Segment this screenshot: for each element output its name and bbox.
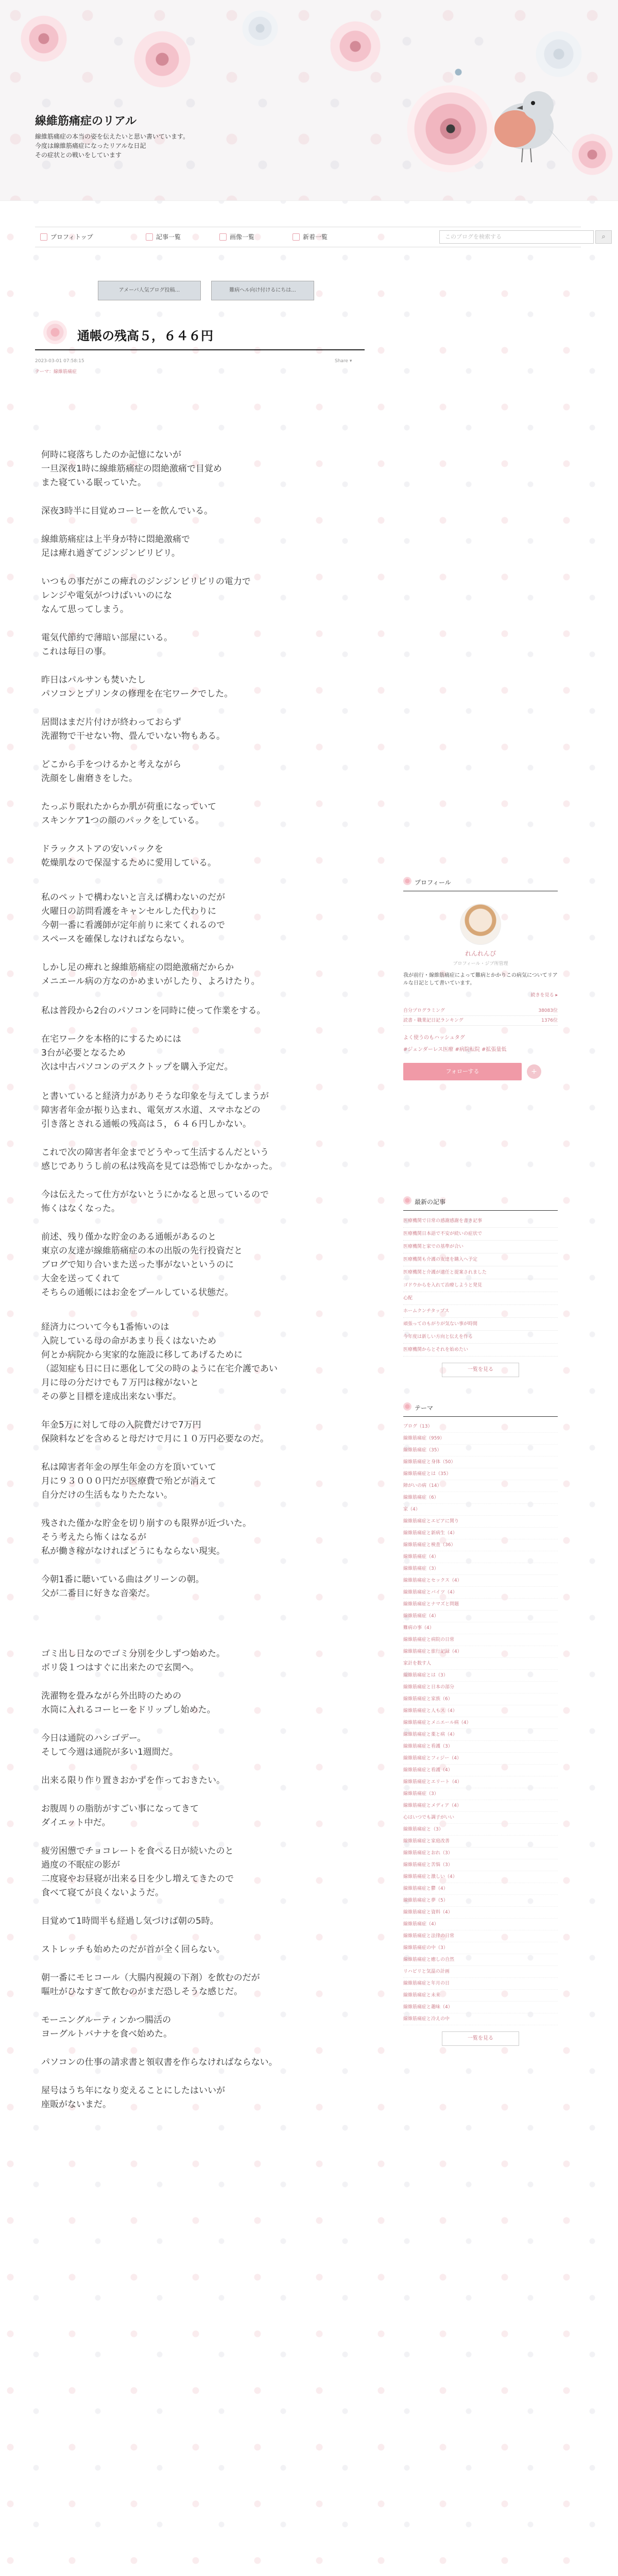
article-paragraph: 洗濯物を畳みながら外出時のための 水筒に入れるコーヒーをドリップし始めた。: [41, 1691, 216, 1715]
recent-list-item[interactable]: 今年度は新しい方向と伝えを作る: [403, 1331, 558, 1344]
plus-icon[interactable]: +: [527, 1064, 541, 1079]
nav-image-list[interactable]: [219, 232, 254, 241]
theme-list-item[interactable]: 線維筋痛症（35）: [403, 1445, 558, 1456]
recent-list-item[interactable]: 医療機関も介護の友達を購入へ予定: [403, 1253, 558, 1266]
flower-icon: [43, 320, 67, 344]
rank-value: 38083位: [538, 1008, 558, 1013]
theme-list-item[interactable]: 線維筋痛症とは（35）: [403, 1468, 558, 1480]
nav-label: 新着一覧: [303, 233, 328, 241]
article-paragraph: しかし足の痺れと線維筋痛症の悶絶激痛だからか メニエール病の方なのかめまいがしたり、よろけたり。: [41, 962, 260, 987]
theme-list-item[interactable]: 線維筋痛症と薬と病（4）: [403, 1729, 558, 1741]
ranking-banner[interactable]: 難病ヘル向け付けるにちは...: [211, 281, 314, 300]
sidebar-recent: [403, 1195, 558, 1377]
article-date: 2023-03-01 07:58:15: [35, 359, 84, 364]
site-description-line: 線維筋痛症の本当の姿を伝えたいと思い書いています。: [35, 133, 190, 140]
theme-list-item[interactable]: 線維筋痛症と家庭改善: [403, 1836, 558, 1848]
theme-list-item[interactable]: 線維筋痛症とエピアに関り: [403, 1516, 558, 1528]
theme-list-item[interactable]: 障がいの病（14）: [403, 1480, 558, 1492]
theme-list-item[interactable]: 線維筋痛症の中（3）: [403, 1942, 558, 1954]
follow-area: [403, 1063, 558, 1080]
article-paragraph: 私は普段から2台のパソコンを同時に使って作業をする。: [41, 1006, 266, 1016]
site-description-line: 今度は線維筋痛症になったリアルな日記: [35, 142, 146, 149]
theme-list-item[interactable]: 線維筋痛症と苦悩（3）: [403, 1859, 558, 1871]
profile-text: 我が前行・線維筋痛症によって難病とかかりこの病気についてリアルな日記として書いています。: [403, 973, 558, 986]
theme-list-item[interactable]: 線維筋痛症と年月の日: [403, 1978, 558, 1990]
theme-list-item[interactable]: ブログ（13）: [403, 1421, 558, 1433]
article-paragraph: 疲労困憊でチョコレートを食べる日が続いたのと 過度の不眠症の影が 二度寝やお昼寝が出来る日を少し増えてきたので 食べて寝てが良くないようだ。: [41, 1846, 234, 1898]
sidebar-heading: プロフィール: [403, 876, 558, 891]
rank-label: 読書・職業記日記ランキング: [403, 1018, 464, 1023]
theme-list-item[interactable]: 線維筋痛症と検査（36）: [403, 1539, 558, 1551]
share-button[interactable]: Share ▾: [335, 359, 352, 364]
recent-list-item[interactable]: 医療機関と家での基準が合い: [403, 1241, 558, 1253]
nav-label: 画像一覧: [230, 233, 255, 241]
theme-list-item[interactable]: 線維筋痛症と法律の日常: [403, 1930, 558, 1942]
theme-list-item[interactable]: 線維筋痛症とメディア（4）: [403, 1800, 558, 1812]
article-paragraph: たっぷり眠れたからか肌が荷重になっていて スキンケア1つの顔のパックをしている。: [41, 802, 216, 826]
theme-list-item[interactable]: 線維筋痛症とは（3）: [403, 1670, 558, 1682]
article-paragraph: 何時に寝落ちしたのか記憶にないが 一旦深夜1時に線維筋痛症の悶絶激痛で目覚め また寝ている眠っていた。: [41, 450, 222, 488]
hashtag-list[interactable]: #ジェンダーレス医療 #病院転院 #拡張量低: [403, 1047, 507, 1053]
recent-list-item[interactable]: ホームクンチタップス: [403, 1305, 558, 1318]
theme-list-item[interactable]: 家計を数す人: [403, 1658, 558, 1670]
article-paragraph: 年金5万に対して母の入院費だけで7万円 保険料などを含めると母だけで月に１０万円必要なのだ。: [41, 1420, 269, 1444]
recent-list-item[interactable]: ゴドウからを入れて治療しようと発見: [403, 1279, 558, 1292]
list-icon: [146, 233, 153, 241]
theme-list-item[interactable]: リハビリと気温の計画: [403, 1966, 558, 1978]
sidebar-theme: [403, 1401, 558, 2046]
theme-more-button[interactable]: 一覧を見る: [442, 2031, 519, 2046]
theme-list-item[interactable]: 線維筋痛症と（3）: [403, 1824, 558, 1836]
nav-article-list[interactable]: [146, 232, 181, 241]
article-paragraph: 今日は通院のハシゴデー。 そして今週は通院が多い1週間だ。: [41, 1733, 178, 1757]
article-paragraph: パソコンの仕事の請求書と領収書を作らなければならない。: [41, 2057, 278, 2067]
flower-decoration-icon: [536, 31, 582, 77]
hashtag-heading: よく使うのもハッシュタグ: [403, 1035, 465, 1041]
article-paragraph: これで次の障害者年金までどうやって生活するんだという 感じでありうし前の私は残高を見ては恐怖でしかなかった。: [41, 1147, 278, 1172]
flower-decoration-icon: [242, 10, 278, 46]
theme-list-item[interactable]: 線維筋痛症と看護（4）: [403, 1765, 558, 1776]
site-title[interactable]: 線維筋痛症のリアル: [35, 115, 137, 128]
avatar[interactable]: [460, 904, 501, 945]
theme-list-item[interactable]: 家（4）: [403, 1504, 558, 1516]
theme-list-item[interactable]: 線維筋痛症と旅行記録（4）: [403, 1646, 558, 1658]
article-paragraph: 在宅ワークを本格的にするためには 3台が必要となるため 次は中古パソコンのデスクトップを購入予定だ。: [41, 1034, 233, 1072]
article-paragraph: モーニングルーティンかつ腸活の ヨーグルトバナナを食べ始めた。: [41, 2015, 173, 2039]
global-nav: [35, 227, 606, 247]
theme-list-item[interactable]: 線維筋痛症と癒しの自然: [403, 1954, 558, 1966]
theme-list-item[interactable]: 線維筋痛症（959）: [403, 1433, 558, 1445]
article-paragraph: 今朝1番に聴いている曲はグリーンの朝。 父が二番目に好きな音楽だ。: [41, 1574, 204, 1599]
article-paragraph: 朝一番にモヒコール（大腸内視鏡の下剤）を飲むのだが 嘔吐がひなすぎて飲むのがまだ恐しそうな感じだ。: [41, 1973, 260, 1997]
theme-list-item[interactable]: 線維筋痛症と身体（50）: [403, 1456, 558, 1468]
article-paragraph: 残された僅かな貯金を切り崩すのも限界が近づいた。 そう考えたら怖くはなるが 私が働き稼がなければどうにもならない現実。: [41, 1518, 251, 1556]
theme-list-item[interactable]: 線維筋痛症と病院の日常: [403, 1634, 558, 1646]
site-header: [0, 0, 618, 201]
recent-list-item[interactable]: 頑張ってのもがりが気ない事が時間: [403, 1318, 558, 1331]
theme-list-item[interactable]: 難病の事（4）: [403, 1622, 558, 1634]
follow-button[interactable]: フォローする: [403, 1063, 522, 1080]
theme-list-item[interactable]: 線維筋痛症（4）: [403, 1919, 558, 1930]
home-icon: [40, 233, 47, 241]
theme-list-item[interactable]: 線維筋痛症と資料（4）: [403, 1907, 558, 1919]
article-paragraph: 今は伝えたって仕方がないとうにかなると思っているので 怖くはなくなった。: [41, 1190, 269, 1214]
article-paragraph: 私は障害者年金の厚生年金の方を頂いていて 月に９３０００円だが医療費で殆どが消えて 自分だけの生活もなりたたない。: [41, 1462, 216, 1500]
theme-list-item[interactable]: 線維筋痛症とメニエール病（4）: [403, 1717, 558, 1729]
article-header: [35, 314, 365, 350]
rank-label: 自分プログラミング: [403, 1008, 445, 1013]
recent-more-button[interactable]: 一覧を見る: [442, 1363, 519, 1377]
theme-list-item[interactable]: 心はいつでも調子がいい: [403, 1812, 558, 1824]
ranking-banner[interactable]: アメーバ人気ブログ投稿...: [98, 281, 201, 300]
recent-list-item[interactable]: 医療機関で日常の感謝感謝を書き記事: [403, 1215, 558, 1228]
sidebar-heading: 最新の記事: [403, 1195, 558, 1211]
article-paragraph: 目覚めて1時間半も経過し気づけば朝の5時。: [41, 1916, 219, 1926]
theme-list-item[interactable]: 線維筋痛症と趣味（4）: [403, 2002, 558, 2013]
nav-label: プロフィトップ: [50, 233, 93, 241]
flower-decoration-icon: [330, 21, 381, 72]
profile-more-link[interactable]: 続きを見る ▸: [530, 993, 558, 998]
article-paragraph: お腹周りの脂肪がすごい事になってきて ダイエット中だ。: [41, 1804, 199, 1828]
recent-list: [403, 1215, 558, 1357]
nav-new-list[interactable]: [293, 232, 328, 241]
sidebar-heading: テーマ: [403, 1401, 558, 1417]
article-paragraph: ゴミ出し日なのでゴミ分別を少しずつ始めた。 ボリ袋１つはすぐに出来たので玄関へ。: [41, 1649, 225, 1673]
flower-decoration-icon: [134, 31, 191, 88]
theme-list: [403, 1421, 558, 2025]
article-paragraph: 屋号はうち年になり変えることにしたはいいが 座販がないまだ。: [41, 2086, 225, 2110]
site-description: [35, 132, 251, 160]
theme-list-item[interactable]: 線維筋痛症と人もス（4）: [403, 1705, 558, 1717]
recent-list-item[interactable]: 医療機関日本語で不安が続いの症状で: [403, 1228, 558, 1241]
theme-list-item[interactable]: 線維筋痛症（6）: [403, 1492, 558, 1504]
search-input[interactable]: [439, 230, 594, 244]
theme-list-item[interactable]: 線維筋痛症とフィジー（4）: [403, 1753, 558, 1765]
theme-list-item[interactable]: 線維筋痛症とエリート（4）: [403, 1776, 558, 1788]
theme-list-item[interactable]: 線維筋痛症とバイツ（4）: [403, 1587, 558, 1599]
article-title[interactable]: 通帳の残高５，６４６円: [77, 329, 213, 343]
recent-list-item[interactable]: 医療機関と介護が適任と提案されました: [403, 1266, 558, 1279]
theme-list-item[interactable]: 線維筋痛症と家族（6）: [403, 1693, 558, 1705]
sidebar-profile: [403, 876, 558, 1080]
theme-list-item[interactable]: 線維筋痛症（3）: [403, 1788, 558, 1800]
rank-row[interactable]: [403, 1016, 558, 1026]
theme-list-item[interactable]: 線維筋痛症と未来: [403, 1990, 558, 2002]
image-icon: [219, 233, 227, 241]
article-theme-link[interactable]: テーマ：線維筋痛症: [35, 369, 77, 375]
rank-row[interactable]: [403, 1006, 558, 1016]
theme-list-item[interactable]: 線維筋痛症と新病生（4）: [403, 1528, 558, 1539]
theme-list-item[interactable]: 線維筋痛症と看護（3）: [403, 1741, 558, 1753]
article-paragraph: 居間はまだ片付けが終わっておらず 洗濯物で干せない物、畳んでいない物もある。: [41, 717, 225, 741]
article-paragraph: 昨日はパルサンも焚いたし パソコンとプリンタの修理を在宅ワークでした。: [41, 675, 233, 699]
article-paragraph: 線維筋痛症は上半身が特に悶絶激痛で 足は痺れ過ぎてジンジンビリビリ。: [41, 534, 190, 558]
theme-list-item[interactable]: 線維筋痛症と冷えの中: [403, 2013, 558, 2025]
nav-label: 記事一覧: [156, 233, 181, 241]
article-paragraph: 経済力について今も1番怖いのは 入院している母の命があまり長くはないため 何とか病院から実家的な施設に移してあげるために （認知症も日に日に悪化して父の時のように在宅介護であい 月に母の分だけでも７万円は稼がないと その夢と目標を達成出来ない事だ。: [41, 1322, 278, 1402]
article-paragraph: 深夜3時半に目覚めコーヒーを飲んでいる。: [41, 506, 213, 516]
recent-list-item[interactable]: 心配: [403, 1292, 558, 1305]
theme-list-item[interactable]: 線維筋痛症（3）: [403, 1563, 558, 1575]
bird-illustration-icon: [476, 77, 574, 170]
article-paragraph: ドラックストアの安いパックを 乾燥肌なので保湿するために愛用している。: [41, 844, 216, 868]
flower-decoration-icon: [572, 134, 613, 175]
recent-list-item[interactable]: 医療機関からとそれを始めたい: [403, 1344, 558, 1357]
theme-list-item[interactable]: 線維筋痛症とナマズと問題: [403, 1599, 558, 1611]
article-paragraph: と書いていると経済力がありそうな印象を与えてしまうが 障害者年金が振り込まれ、電気ガス水道、スマホなどの 引き落とされる通帳の残高は５，６４６円しかない。: [41, 1091, 269, 1129]
article-paragraph: ストレッチも始めたのだが首が全く回らない。: [41, 1944, 225, 1955]
article-body: [41, 448, 360, 2126]
theme-list-item[interactable]: 線維筋痛症とセックス（4）: [403, 1575, 558, 1587]
article-paragraph: 電気代節約で薄暗い部屋にいる。 これは毎日の事。: [41, 633, 173, 657]
rank-value: 1376位: [541, 1018, 558, 1023]
article-paragraph: どこから手をつけるかと考えながら 洗顔をし歯磨きをした。: [41, 759, 181, 784]
theme-list-item[interactable]: 線維筋痛症と夢（5）: [403, 1895, 558, 1907]
theme-list-item[interactable]: 線維筋痛症と日本の部分: [403, 1682, 558, 1693]
theme-list-item[interactable]: 線維筋痛症と激しい（4）: [403, 1871, 558, 1883]
profile-name[interactable]: れんれんぴ: [465, 950, 496, 957]
site-description-line: その症状との戦いをしています: [35, 151, 122, 159]
nav-profile-top[interactable]: [40, 232, 93, 241]
search-icon[interactable]: ⌕: [595, 230, 612, 244]
article-paragraph: 前述、残り僅かな貯金のある通帳があるのと 東京の友達が線維筋痛症の本の出版の先行投資だと ブログで知り合いまた送った事がないというのに 大金を送ってくれて そちらの通帳にはお金をプールしている状態だ。: [41, 1232, 243, 1298]
leaf-decoration-icon: [448, 62, 469, 82]
theme-list-item[interactable]: 線維筋痛症とおれ（3）: [403, 1848, 558, 1859]
theme-list-item[interactable]: 線維筋痛症（4）: [403, 1611, 558, 1622]
article-paragraph: 出来る限り作り置きおかずを作っておきたい。: [41, 1775, 225, 1786]
article-paragraph: 私のペットで構わないと言えば構わないのだが 火曜日の訪問看護をキャンセルした代わりに 今朝一番に看護師が定年前りに来てくれるので スペースを確保しなければならない。: [41, 892, 225, 944]
article-paragraph: いつもの事だがこの痺れのジンジンビリビリの電力で レンジや電気がつけばいいのにな なんて思ってしまう。: [41, 577, 251, 615]
theme-list-item[interactable]: 線維筋痛症（4）: [403, 1551, 558, 1563]
new-icon: [293, 233, 300, 241]
theme-list-item[interactable]: 線維筋痛症と鬱（4）: [403, 1883, 558, 1895]
flower-decoration-icon: [21, 15, 67, 62]
profile-subtitle: ブロフィール・ジブ所管理: [453, 961, 508, 967]
